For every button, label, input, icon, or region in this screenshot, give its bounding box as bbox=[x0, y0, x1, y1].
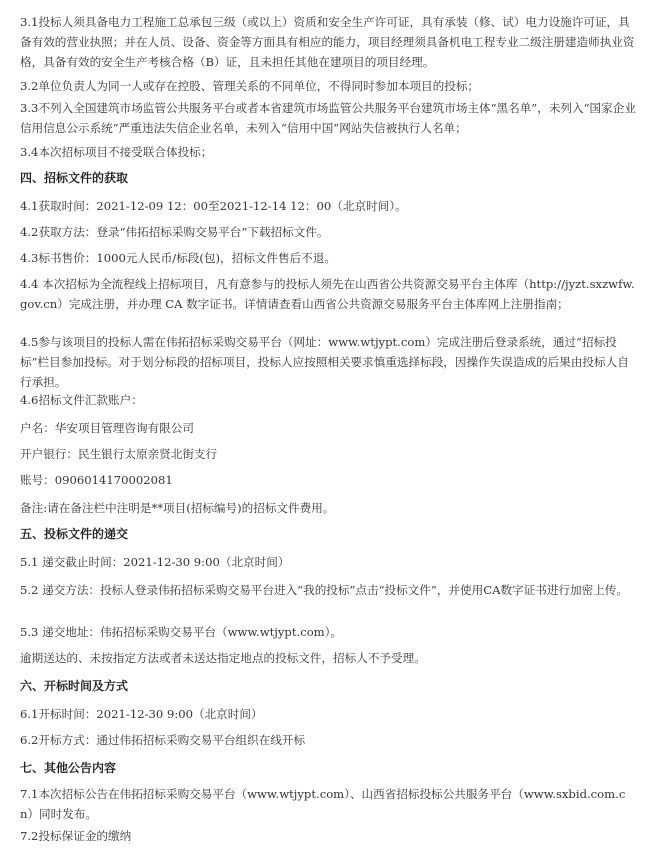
late-submission-notice: 逾期送达的、未按指定方法或者未送达指定地点的投标文件，招标人不予受理。 bbox=[20, 651, 426, 665]
clause-4-2-method: 4.2获取方法：登录“伟拓招标采购交易平台”下载招标文件。 bbox=[20, 225, 329, 239]
clause-6-1-opening-time: 6.1开标时间：2021-12-30 9:00（北京时间） bbox=[20, 707, 263, 721]
account-number: 账号：0906014170002081 bbox=[20, 473, 173, 487]
account-remark: 备注:请在备注栏中注明是**项目(招标编号)的招标文件费用。 bbox=[20, 501, 335, 515]
clause-4-6-account: 4.6招标文件汇款账户： bbox=[20, 393, 143, 407]
clause-4-4-registration: 4.4 本次招标为全流程线上招标项目，凡有意参与的投标人须先在山西省公共资源交易平台主体库（http://jyzt.sxzwfw.gov.cn）完成注册，并办理 CA 数字证书。详情请查看山西省公共资源交易服务平台主体库网上注册指南； bbox=[20, 277, 635, 311]
clause-3-2-same-owner: 3.2单位负责人为同一人或存在控股、管理关系的不同单位，不得同时参加本项目的投标； bbox=[20, 79, 480, 93]
account-name: 户名：华安项目管理咨询有限公司 bbox=[20, 421, 194, 435]
section-heading-5: 五、投标文件的递交 bbox=[20, 527, 129, 541]
clause-4-3-price: 4.3标书售价：1000元人民币/标段(包)，招标文件售后不退。 bbox=[20, 251, 336, 265]
clause-5-2-method: 5.2 递交方法：投标人登录伟拓招标采购交易平台进入“我的投标”点击“投标文件”，并使用CA数字证书进行加密上传。 bbox=[20, 583, 628, 597]
account-bank: 开户银行：民生银行太原亲贤北街支行 bbox=[20, 447, 218, 461]
clause-3-4-no-consortium: 3.4本次招标项目不接受联合体投标； bbox=[20, 145, 213, 159]
clause-6-2-opening-method: 6.2开标方式：通过伟拓招标采购交易平台组织在线开标 bbox=[20, 733, 306, 747]
clause-3-1-qualification: 3.1投标人须具备电力工程施工总承包三级（或以上）资质和安全生产许可证，具有承装（修、试）电力设施许可证，具备有效的营业执照；并在人员、设备、资金等方面具有相应的能力，项目经理须具备机电工程专业二级注册建造师执业资格，具备有效的安全生产考核合格（B）证，且未担任其他在建项目的项目经理。 bbox=[20, 15, 635, 69]
section-heading-7: 七、其他公告内容 bbox=[20, 761, 117, 775]
clause-4-5-participation: 4.5参与该项目的投标人需在伟拓招标采购交易平台（网址：www.wtjypt.com）完成注册后登录系统，通过“招标投标”栏目参加投标。对于划分标段的招标项目，投标人应按照相关要求慎重选择标段，因操作失误造成的后果由投标人自行承担。 bbox=[20, 335, 629, 389]
clause-5-1-deadline: 5.1 递交截止时间：2021-12-30 9:00（北京时间） bbox=[20, 555, 290, 569]
clause-4-1-time: 4.1获取时间：2021-12-09 12：00至2021-12-14 12：00（北京时间）。 bbox=[20, 199, 407, 213]
section-heading-4: 四、招标文件的获取 bbox=[20, 171, 129, 185]
clause-5-3-address: 5.3 递交地址：伟拓招标采购交易平台（www.wtjypt.com）。 bbox=[20, 625, 343, 639]
clause-7-1-publication: 7.1本次招标公告在伟拓招标采购交易平台（www.wtjypt.com）、山西省招标投标公共服务平台（www.sxbid.com.cn）同时发布。 bbox=[20, 787, 626, 821]
clause-7-2-deposit: 7.2投标保证金的缴纳 bbox=[20, 829, 132, 843]
section-heading-6: 六、开标时间及方式 bbox=[20, 679, 129, 693]
clause-3-3-blacklist: 3.3不列入全国建筑市场监管公共服务平台或者本省建筑市场监管公共服务平台建筑市场主体“黑名单”，未列入“国家企业信用信息公示系统”严重违法失信企业名单，未列入“信用中国”网站失信被执行人名单； bbox=[20, 101, 636, 135]
